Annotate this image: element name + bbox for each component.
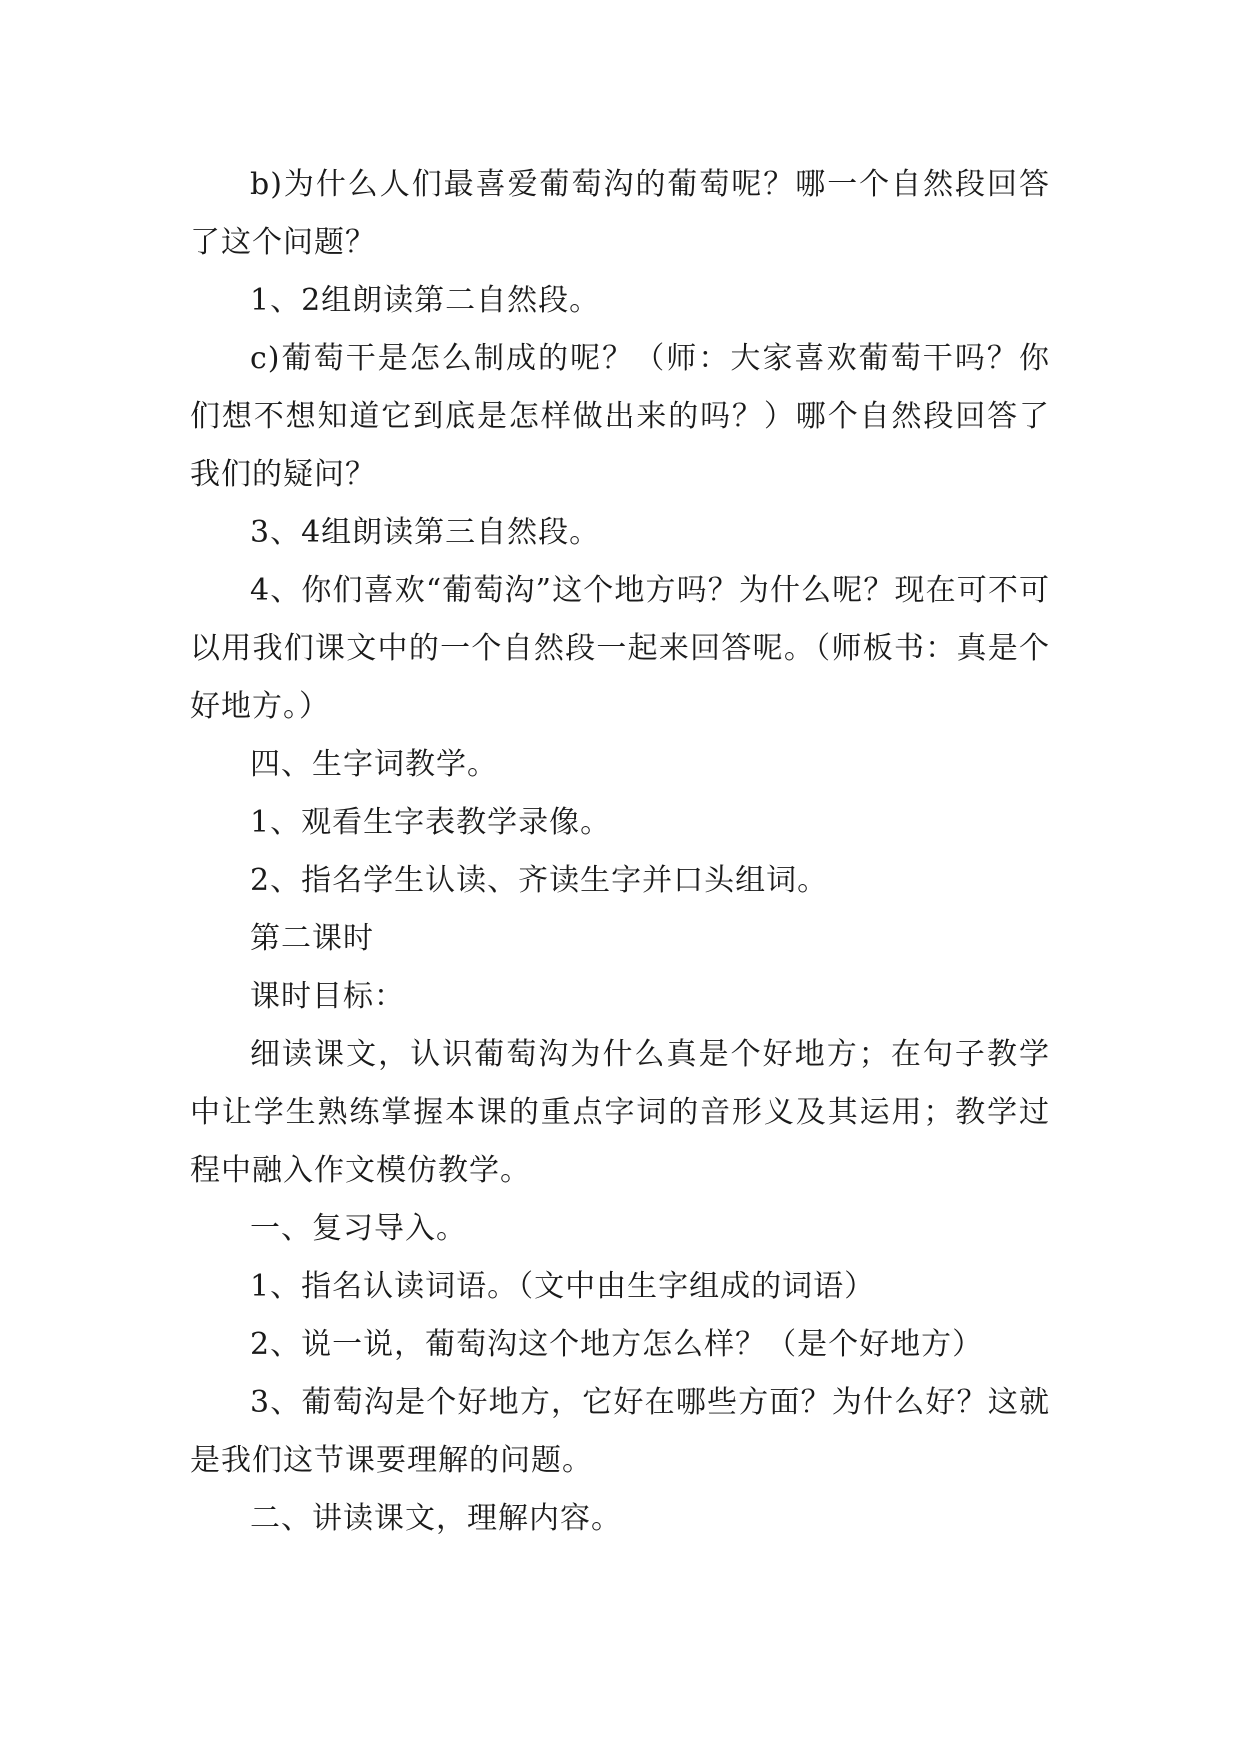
paragraph-group-reading-2: 1、2组朗读第二自然段。	[250, 283, 601, 318]
paragraph-question-c: c)葡萄干是怎么制成的呢？（师：大家喜欢葡萄干吗？你们想不想知道它到底是怎样做出来的吗？）哪个自然段回答了我们的疑问？	[190, 341, 1050, 492]
document-body	[190, 156, 1050, 1548]
paragraph-question-b: b)为什么人们最喜爱葡萄沟的葡萄呢？哪一个自然段回答了这个问题？	[190, 167, 1050, 260]
paragraph-read-words: 2、指名学生认读、齐读生字并口头组词。	[250, 863, 829, 898]
paragraph-review-1: 1、指名认读词语。（文中由生字组成的词语）	[250, 1269, 876, 1304]
section-heading-1: 一、复习导入。	[250, 1211, 467, 1246]
paragraph-group-reading-3: 3、4组朗读第三自然段。	[250, 515, 601, 550]
paragraph-watch-video: 1、观看生字表教学录像。	[250, 805, 612, 840]
lesson-heading: 第二课时	[250, 921, 374, 956]
paragraph-review-3: 3、葡萄沟是个好地方，它好在哪些方面？为什么好？这就是我们这节课要理解的问题。	[190, 1385, 1050, 1478]
paragraph-item-4: 4、你们喜欢“葡萄沟”这个地方吗？为什么呢？现在可不可以用我们课文中的一个自然段一起来回答呢。（师板书：真是个好地方。）	[190, 573, 1050, 724]
section-heading-4: 四、生字词教学。	[250, 747, 498, 782]
lesson-goal-label: 课时目标：	[250, 979, 405, 1014]
section-heading-2: 二、讲读课文，理解内容。	[250, 1501, 622, 1536]
lesson-goal-text: 细读课文，认识葡萄沟为什么真是个好地方；在句子教学中让学生熟练掌握本课的重点字词的音形义及其运用；教学过程中融入作文模仿教学。	[190, 1037, 1050, 1188]
paragraph-review-2: 2、说一说，葡萄沟这个地方怎么样？（是个好地方）	[250, 1327, 984, 1362]
